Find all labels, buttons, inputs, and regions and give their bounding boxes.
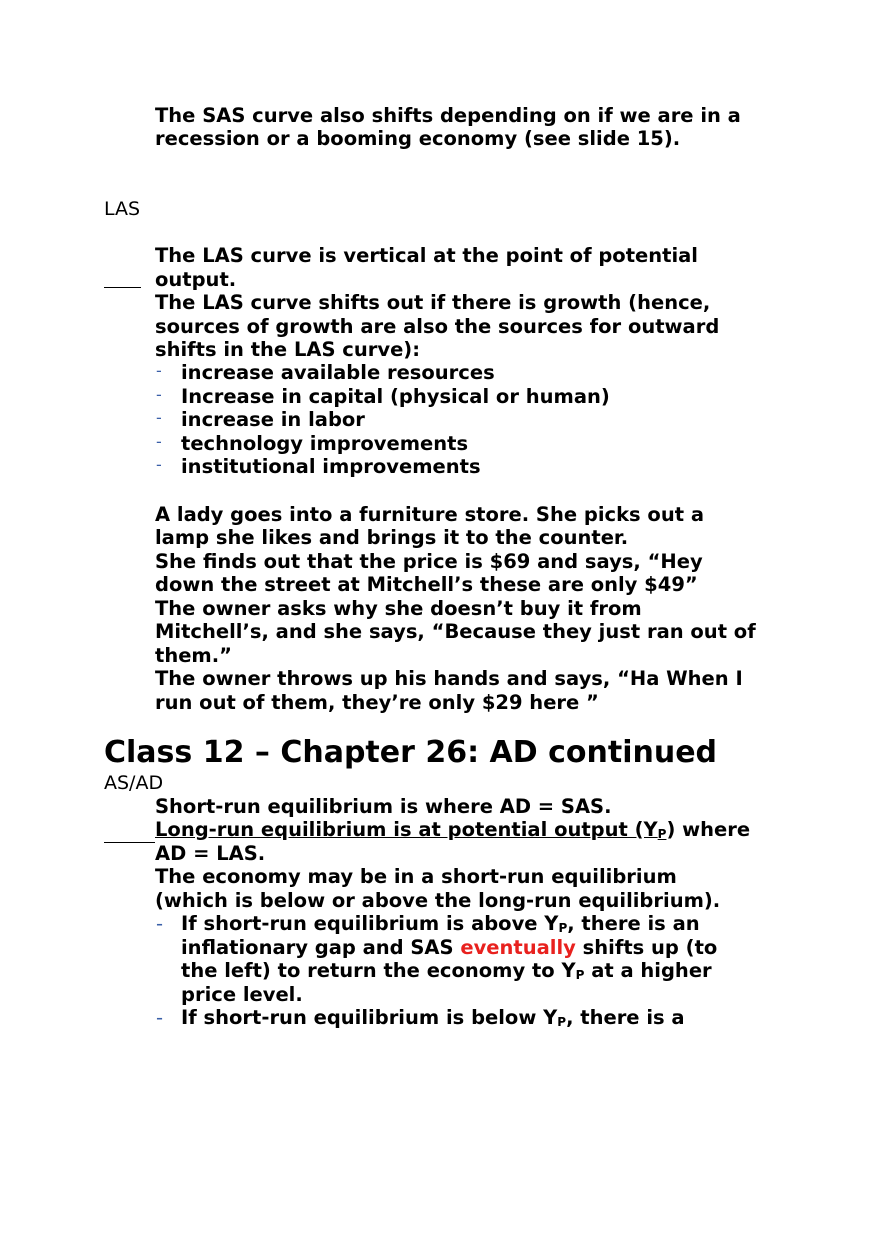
list-item [0, 361, 880, 385]
sas-text-line-1: The SAS curve also shifts depending on if we are in a [155, 104, 741, 127]
joke-line-4: down the street at Mitchell’s these are only $49” [155, 573, 698, 596]
text: the left) to return the economy to Y [181, 959, 576, 982]
joke-line-1: A lady goes into a furniture store. She picks out a [155, 503, 704, 526]
dash-marker: - [156, 455, 162, 474]
bullet-1-line-2 [181, 936, 717, 960]
las-line-2: output. [155, 268, 237, 291]
text: If short-run equilibrium is above Y [181, 912, 559, 935]
yp-subscript: P [575, 968, 585, 982]
text: , there is a [566, 1006, 685, 1029]
las-label: LAS [104, 198, 141, 220]
las-line-5: shifts in the LAS curve): [155, 338, 421, 361]
bullet-1-line-4: price level. [181, 983, 303, 1006]
dash-marker: - [156, 408, 162, 427]
joke-line-2: lamp she likes and brings it to the counter. [155, 526, 629, 549]
dash-marker: - [156, 432, 162, 451]
text: If short-run equilibrium is below Y [181, 1006, 558, 1029]
joke-line-5: The owner asks why she doesn’t buy it from [155, 597, 642, 620]
list-item-text: increase in labor [181, 408, 365, 431]
list-item-text: technology improvements [181, 432, 469, 455]
joke-line-9: run out of them, they’re only $29 here ” [155, 691, 599, 714]
list-item-text: Increase in capital (physical or human) [181, 385, 610, 408]
joke-line-6: Mitchell’s, and she says, “Because they just ran out of [155, 620, 756, 643]
list-item [0, 432, 880, 456]
list-item [0, 385, 880, 409]
dash-marker: - [156, 912, 164, 935]
text: at a higher [584, 959, 712, 982]
yp-subscript: P [557, 1015, 567, 1029]
list-item-text: institutional improvements [181, 455, 481, 478]
asad-line-3: AD = LAS. [155, 842, 266, 865]
asad-label: AS/AD [104, 772, 164, 794]
where-text: ) where [666, 818, 751, 841]
dash-marker: - [156, 361, 162, 380]
asad-line-1: Short-run equilibrium is where AD = SAS. [155, 795, 612, 818]
asad-divider [104, 842, 155, 843]
yp-subscript: P [657, 827, 667, 841]
list-item-text: increase available resources [181, 361, 495, 384]
asad-line-4: The economy may be in a short-run equilibrium [155, 865, 677, 888]
text: shifts up (to [575, 936, 718, 959]
list-item [0, 408, 880, 432]
list-item [0, 455, 880, 479]
joke-line-3: She finds out that the price is $69 and says, “Hey [155, 550, 703, 573]
sas-text-line-2: recession or a booming economy (see slide 15). [155, 127, 681, 150]
las-line-1: The LAS curve is vertical at the point of potential [155, 244, 698, 267]
long-run-text: Long-run equilibrium is at potential output (Y [155, 818, 658, 841]
text: , there is an [567, 912, 700, 935]
bullet-2-line-1 [181, 1006, 685, 1035]
joke-line-7: them.” [155, 644, 232, 667]
las-line-3: The LAS curve shifts out if there is growth (hence, [155, 291, 711, 314]
dash-marker: - [156, 1006, 164, 1029]
eventually-highlight: eventually [460, 936, 576, 959]
dash-marker: - [156, 385, 162, 404]
las-line-4: sources of growth are also the sources for outward [155, 315, 720, 338]
asad-line-5: (which is below or above the long-run equilibrium). [155, 889, 721, 912]
yp-subscript: P [558, 921, 568, 935]
text: inflationary gap and SAS [181, 936, 461, 959]
las-divider [104, 287, 141, 288]
joke-line-8: The owner throws up his hands and says, “Ha When I [155, 667, 743, 690]
class-12-heading: Class 12 – Chapter 26: AD continued [104, 735, 718, 770]
